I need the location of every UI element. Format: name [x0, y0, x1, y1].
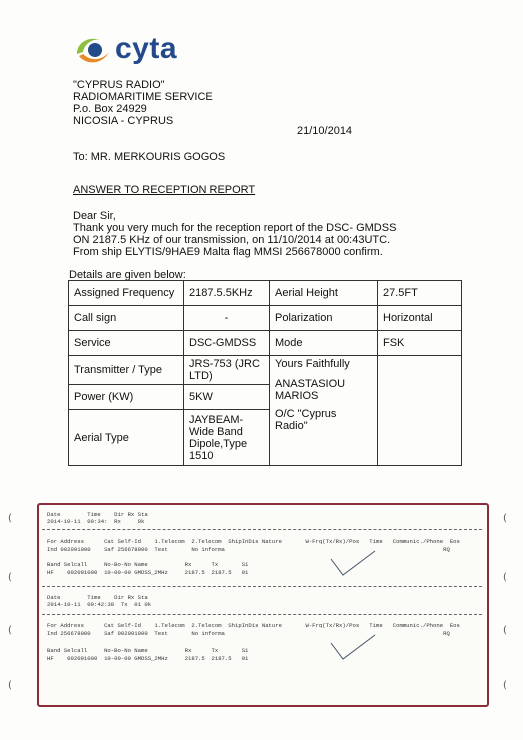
divider — [42, 586, 482, 587]
divider — [42, 529, 482, 530]
log-header: Date Time Dir Rx Sta — [47, 594, 148, 601]
address-line: P.o. Box 24929 — [73, 103, 147, 115]
log-line: For Address Cat Self-Id 1.Telecom 2.Telecom ShipInDis Nature W-Frq(Tx/Rx)/Pos Time Communic./Phone Eos — [47, 622, 460, 629]
log-line: Band Selcall No-Bo-No Name Rx Tx S1 — [47, 561, 249, 568]
log-line: Ind 002091000 Saf 256678000 Test No informa RQ — [47, 546, 450, 553]
cell-value: FSK — [378, 331, 462, 356]
body-line: ON 2187.5 KHz of our transmission, on 11/10/2014 at 00:43UTC. — [73, 234, 391, 246]
cell-value: DSC-GMDSS — [184, 331, 270, 356]
margin-mark: ( — [503, 513, 507, 524]
cell-label: Transmitter / Type — [69, 356, 184, 385]
cell-value: JRS-753 (JRC LTD) — [184, 356, 270, 385]
recipient: To: MR. MERKOURIS GOGOS — [73, 151, 226, 163]
check-mark-icon — [329, 549, 379, 579]
cell-label: Aerial Height — [270, 281, 378, 306]
log-header: Date Time Dir Rx Sta — [47, 511, 148, 518]
cell-value: 5KW — [184, 385, 270, 410]
cell-label: Polarization — [270, 306, 378, 331]
letter-body — [73, 210, 473, 258]
letter-date: 21/10/2014 — [297, 125, 353, 137]
cell-label: Power (KW) — [69, 385, 184, 410]
divider — [42, 614, 482, 615]
cell-value: 27.5FT — [378, 281, 462, 306]
cell-value: - — [184, 306, 270, 331]
margin-mark: ( — [8, 513, 12, 524]
sender-address — [73, 79, 213, 127]
cell-label: Mode — [270, 331, 378, 356]
details-table — [68, 280, 462, 466]
body-line: Thank you very much for the reception report of the DSC- GMDSS — [73, 222, 397, 234]
log-line: Ind 256678000 Saf 002091000 Test No informa RQ — [47, 630, 450, 637]
log-row: 2014-10-11 00:42:38 Tx 01 0k — [47, 601, 152, 608]
margin-mark: ( — [503, 625, 507, 636]
cell-label: Aerial Type — [69, 410, 184, 466]
cell-value: 2187.5.5KHz — [184, 281, 270, 306]
signer-title: O/C "Cyprus Radio" — [275, 408, 337, 432]
log-line: Band Selcall No-Bo-No Name Rx Tx S1 — [47, 647, 249, 654]
signature-block — [270, 356, 378, 466]
cell-value: Horizontal — [378, 306, 462, 331]
details-label: Details are given below: — [69, 269, 186, 281]
dsc-log-printout — [37, 503, 489, 707]
closing: Yours Faithfully — [275, 358, 350, 370]
signer-name: ANASTASIOU MARIOS — [275, 378, 346, 402]
cell-value: JAYBEAM- Wide Band Dipole,Type 1510 — [184, 410, 270, 466]
margin-mark: ( — [8, 572, 12, 583]
body-line: Dear Sir, — [73, 210, 116, 222]
brand-name: cyta — [115, 32, 178, 65]
log-line: For Address Cat Self-Id 1.Telecom 2.Telecom ShipInDis Nature W-Frq(Tx/Rx)/Pos Time Communic./Phone Eos — [47, 538, 460, 545]
address-line: RADIOMARITIME SERVICE — [73, 91, 213, 103]
log-row: 2014-10-11 00:34: Rx 0k — [47, 518, 145, 525]
address-line: "CYPRUS RADIO" — [73, 79, 165, 91]
letter-heading: ANSWER TO RECEPTION REPORT — [73, 184, 256, 196]
cell-label: Service — [69, 331, 184, 356]
margin-mark: ( — [8, 625, 12, 636]
check-mark-icon — [329, 633, 379, 663]
body-line: From ship ELYTIS/9HAE9 Malta flag MMSI 256678000 confirm. — [73, 246, 383, 258]
log-line: HF 002091000 10-00-00 GMDSS_2MHz 2187.5 2187.5 01 — [47, 569, 249, 576]
margin-mark: ( — [8, 680, 12, 691]
empty-cell — [378, 356, 462, 466]
margin-mark: ( — [503, 572, 507, 583]
cell-label: Assigned Frequency — [69, 281, 184, 306]
margin-mark: ( — [503, 680, 507, 691]
address-line: NICOSIA - CYPRUS — [73, 115, 174, 127]
cell-label: Call sign — [69, 306, 184, 331]
log-line: HF 002091000 10-00-00 GMDSS_2MHz 2187.5 2187.5 01 — [47, 655, 249, 662]
